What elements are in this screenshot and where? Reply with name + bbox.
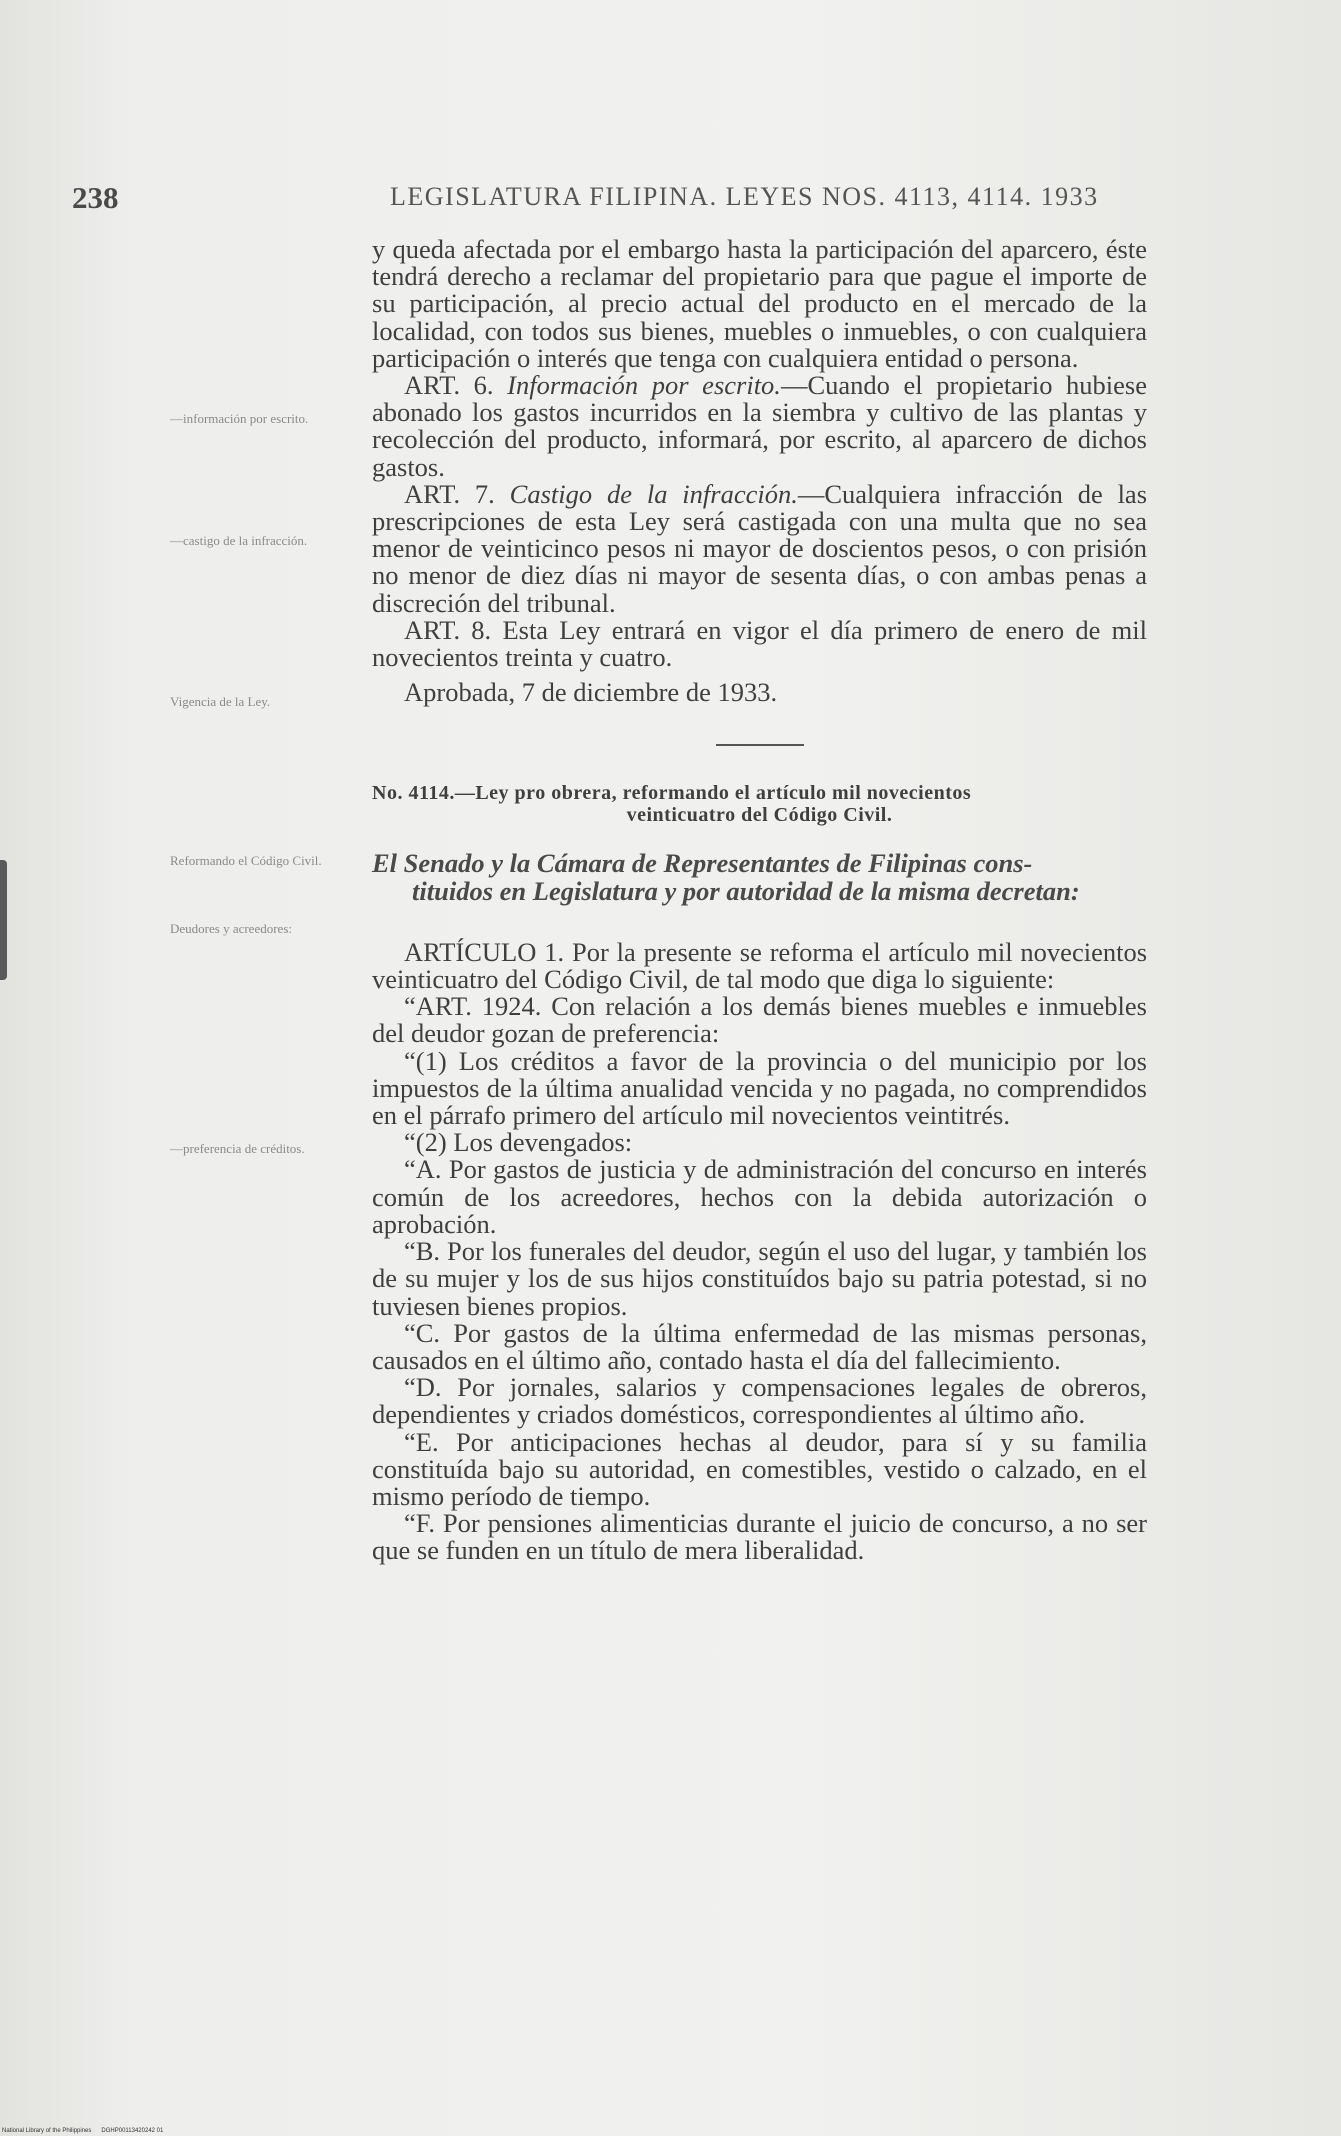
article-7-text: —Cualquiera infracción de las prescripciones de esta Ley será castigada con una multa que no sea menor de veinticinco pesos ni mayor de doscientos pesos, o con prisión no menor de diez días ni mayor de sesenta días, o con ambas penas a discreción del tribunal. [372,478,1148,618]
quoted-item-a: “A. Por gastos de justicia y de administración del concurso en interés común de los acreedores, hechos con la debida autorización o aprobación. [372,1154,1147,1239]
article-1 [372,936,1148,995]
body-text [372,236,1147,1565]
margin-note-informacion: —información por escrito. [170,411,309,426]
article-1-text: Por la presente se reforma el artículo mil novecientos veinticuatro del Código Civil, de tal modo que diga lo siguiente: [372,936,1148,995]
enacting-line-1: El Senado y la Cámara de Representantes de Filipinas cons- [372,848,1033,879]
article-7 [372,478,1148,618]
section-divider [716,744,804,746]
margin-note-reformando: Reformando el Código Civil. [170,853,322,868]
binding-shadow [0,860,7,980]
enacting-clause [372,850,1147,904]
approval-date: Aprobada, 7 de diciembre de 1933. [404,677,778,708]
page-number: 238 [72,180,119,215]
quoted-item-2: “(2) Los devengados: [404,1127,633,1158]
quoted-article-1924: “ART. 1924. Con relación a los demás bienes muebles e inmuebles del deudor gozan de preferencia: [372,991,1147,1049]
margin-note-vigencia: Vigencia de la Ley. [170,694,271,709]
margin-note-castigo: —castigo de la infracción. [170,533,308,548]
article-6-title: Información por escrito. [507,370,781,401]
scan-footer [2,2128,163,2134]
quoted-item-f: “F. Por pensiones alimenticias durante el juicio de concurso, a no ser que se funden en un título de mera liberalidad. [372,1508,1147,1566]
quoted-item-1: “(1) Los créditos a favor de la provincia o del municipio por los impuestos de la última anualidad vencida y no pagada, no comprendidos en el párrafo primero del artículo mil novecientos veintitrés. [372,1045,1147,1131]
law-title-line-2: veinticuatro del Código Civil. [626,804,893,827]
quoted-item-e: “E. Por anticipaciones hechas al deudor, para sí y su familia constituída bajo su autoridad, en comestibles, vestido o calzado, en el mismo período de tiempo. [372,1426,1147,1511]
quoted-item-d: “D. Por jornales, salarios y compensaciones legales de obreros, dependientes y criados domésticos, correspondientes al último año. [372,1372,1147,1430]
quoted-item-b: “B. Por los funerales del deudor, según el uso del lugar, y también los de su mujer y los de sus hijos constituídos bajo su patria potestad, si no tuviesen bienes propios. [372,1236,1147,1321]
article-8-heading: ART. 8. [404,614,492,645]
article-6-text: —Cuando el propietario hubiese abonado los gastos incurridos en la siembra y cultivo de las plantas y recolección del producto, informará, por escrito, al aparcero de dichos gastos. [372,370,1148,482]
enacting-line-2: tituidos en Legislatura y por autoridad de la misma decretan: [412,875,1080,906]
margin-note-deudores: Deudores y acreedores: [170,921,292,936]
article-7-title: Castigo de la infracción. [509,478,798,509]
article-8 [372,614,1147,673]
continuation-paragraph: y queda afectada por el embargo hasta la participación del aparcero, éste tendrá derecho a reclamar del propietario para que pague el importe de su participación, al precio actual del producto en el mercado de la localidad, con todos sus bienes, muebles o inmuebles, o con cualquiera participación o interés que tenga con cualquiera entidad o persona. [372,234,1147,373]
footer-code: DGHP00113420242 01 [101,2128,164,2134]
page-header [72,180,1142,220]
article-1-heading: ARTÍCULO 1. [404,936,565,967]
footer-library: National Library of the Philippines [2,2128,92,2134]
law-title [372,782,1147,826]
running-head: LEGISLATURA FILIPINA. LEYES NOS. 4113, 4114. 1933 [390,182,1099,211]
article-6-heading: ART. 6. [404,370,494,401]
article-8-text: Esta Ley entrará en vigor el día primero de enero de mil novecientos treinta y cuatro. [372,614,1147,673]
law-title-line-1: No. 4114.—Ley pro obrera, reformando el artículo mil novecientos [372,782,972,805]
article-6 [372,372,1147,481]
margin-note-preferencia: —preferencia de créditos. [170,1141,305,1156]
quoted-item-c: “C. Por gastos de la última enfermedad de las mismas personas, causados en el último año, contado hasta el día del fallecimiento. [372,1317,1147,1375]
article-7-heading: ART. 7. [404,478,495,509]
